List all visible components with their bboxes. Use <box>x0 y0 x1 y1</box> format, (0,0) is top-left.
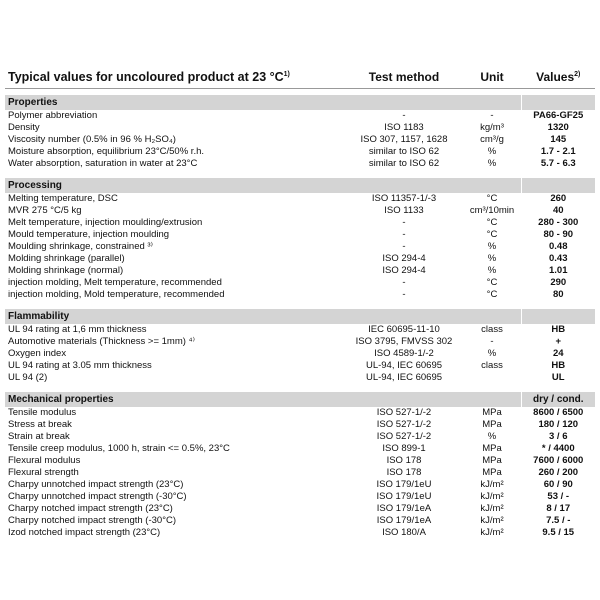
property-name: Mould temperature, injection moulding <box>8 229 170 240</box>
test-method: ISO 1133 <box>345 205 463 217</box>
test-method: ISO 4589-1/-2 <box>345 348 463 360</box>
section-header <box>5 95 595 110</box>
section-spacer <box>5 301 595 309</box>
property-name: Tensile creep modulus, 1000 h, strain <= 0.5%, 23°C <box>8 443 230 454</box>
unit: % <box>463 265 521 277</box>
table-row <box>5 241 595 253</box>
table-row <box>5 217 595 229</box>
property-name: Charpy unnotched impact strength (-30°C) <box>8 491 187 502</box>
value: 80 <box>521 289 595 301</box>
table-row <box>5 348 595 360</box>
test-method: IEC 60695-11-10 <box>345 324 463 336</box>
property-name: Melt temperature, injection moulding/extrusion <box>8 217 203 228</box>
test-method: ISO 11357-1/-3 <box>345 193 463 205</box>
test-method: - <box>345 277 463 289</box>
value: * / 4400 <box>521 443 595 455</box>
section-right-label <box>521 178 595 193</box>
unit: - <box>463 110 521 122</box>
table-row <box>5 122 595 134</box>
unit: °C <box>463 217 521 229</box>
table-row <box>5 527 595 539</box>
section-header <box>5 309 595 324</box>
property-name: UL 94 rating at 3.05 mm thickness <box>8 360 152 371</box>
section-right-label: dry / cond. <box>521 392 595 407</box>
unit: MPa <box>463 407 521 419</box>
test-method: - <box>345 289 463 301</box>
header-unit: Unit <box>463 66 521 89</box>
test-method: ISO 179/1eU <box>345 479 463 491</box>
properties-table <box>5 66 595 539</box>
value: 260 <box>521 193 595 205</box>
value: 7600 / 6000 <box>521 455 595 467</box>
value: 9.5 / 15 <box>521 527 595 539</box>
value: 1320 <box>521 122 595 134</box>
spacer-cell <box>5 301 595 309</box>
spacer-cell <box>5 384 595 392</box>
value: 40 <box>521 205 595 217</box>
value: UL <box>521 372 595 384</box>
unit: kJ/m² <box>463 503 521 515</box>
table-row <box>5 503 595 515</box>
property-name: Melting temperature, DSC <box>8 193 118 204</box>
test-method: - <box>345 110 463 122</box>
value: 260 / 200 <box>521 467 595 479</box>
unit: % <box>463 146 521 158</box>
property-name: Polymer abbreviation <box>8 110 98 121</box>
datasheet <box>5 66 595 539</box>
property-name: Automotive materials (Thickness >= 1mm) ⁴⁾ <box>8 336 195 347</box>
unit: °C <box>463 277 521 289</box>
value: 80 - 90 <box>521 229 595 241</box>
section-right-label <box>521 95 595 110</box>
value: 3 / 6 <box>521 431 595 443</box>
table-row <box>5 372 595 384</box>
section-header <box>5 392 595 407</box>
unit: °C <box>463 289 521 301</box>
unit: kJ/m² <box>463 515 521 527</box>
unit: kJ/m² <box>463 527 521 539</box>
unit: °C <box>463 229 521 241</box>
section-spacer <box>5 384 595 392</box>
test-method: ISO 527-1/-2 <box>345 431 463 443</box>
unit: class <box>463 324 521 336</box>
property-name: Water absorption, saturation in water at 23°C <box>8 158 198 169</box>
table-row <box>5 110 595 122</box>
table-row <box>5 265 595 277</box>
table-row <box>5 443 595 455</box>
value: 145 <box>521 134 595 146</box>
value: HB <box>521 324 595 336</box>
table-header <box>5 66 595 89</box>
test-method: ISO 180/A <box>345 527 463 539</box>
table-row <box>5 455 595 467</box>
test-method: ISO 1183 <box>345 122 463 134</box>
unit: MPa <box>463 443 521 455</box>
property-name: Oxygen index <box>8 348 67 359</box>
value: HB <box>521 360 595 372</box>
test-method: ISO 3795, FMVSS 302 <box>345 336 463 348</box>
test-method: ISO 307, 1157, 1628 <box>345 134 463 146</box>
test-method: ISO 899-1 <box>345 443 463 455</box>
table-row <box>5 134 595 146</box>
test-method: - <box>345 229 463 241</box>
value: 0.43 <box>521 253 595 265</box>
table-row <box>5 431 595 443</box>
property-name: Charpy notched impact strength (-30°C) <box>8 515 177 526</box>
unit: class <box>463 360 521 372</box>
property-name: Flexural modulus <box>8 455 81 466</box>
property-name: injection molding, Mold temperature, recommended <box>8 289 225 300</box>
property-name: UL 94 (2) <box>8 372 48 383</box>
table-row <box>5 253 595 265</box>
test-method: ISO 179/1eA <box>345 503 463 515</box>
table-row <box>5 360 595 372</box>
header-values-footnote: 2) <box>574 71 581 78</box>
test-method: ISO 294-4 <box>345 253 463 265</box>
unit: % <box>463 241 521 253</box>
test-method: - <box>345 217 463 229</box>
property-name: Tensile modulus <box>8 407 77 418</box>
value: 8600 / 6500 <box>521 407 595 419</box>
table-row <box>5 158 595 170</box>
property-name: Izod notched impact strength (23°C) <box>8 527 161 538</box>
property-name: Moulding shrinkage, constrained ³⁾ <box>8 241 153 252</box>
table-row <box>5 193 595 205</box>
header-method: Test method <box>345 66 463 89</box>
unit: % <box>463 348 521 360</box>
test-method: - <box>345 241 463 253</box>
table-row <box>5 229 595 241</box>
unit: kJ/m² <box>463 491 521 503</box>
unit: MPa <box>463 419 521 431</box>
table-row <box>5 467 595 479</box>
unit <box>463 372 521 384</box>
table-row <box>5 419 595 431</box>
table-row <box>5 146 595 158</box>
unit: % <box>463 431 521 443</box>
value: 0.48 <box>521 241 595 253</box>
unit: kJ/m² <box>463 479 521 491</box>
unit: MPa <box>463 455 521 467</box>
value: PA66-GF25 <box>521 110 595 122</box>
unit: - <box>463 336 521 348</box>
table-row <box>5 479 595 491</box>
property-name: Charpy notched impact strength (23°C) <box>8 503 173 514</box>
table-row <box>5 515 595 527</box>
test-method: UL-94, IEC 60695 <box>345 360 463 372</box>
test-method: UL-94, IEC 60695 <box>345 372 463 384</box>
section-header <box>5 178 595 193</box>
value: 1.01 <box>521 265 595 277</box>
test-method: similar to ISO 62 <box>345 146 463 158</box>
section-title: Properties <box>5 95 521 110</box>
unit: °C <box>463 193 521 205</box>
property-name: Charpy unnotched impact strength (23°C) <box>8 479 184 490</box>
test-method: ISO 527-1/-2 <box>345 407 463 419</box>
property-name: Strain at break <box>8 431 70 442</box>
header-title-footnote: 1) <box>283 70 290 78</box>
test-method: ISO 178 <box>345 455 463 467</box>
property-name: injection molding, Melt temperature, recommended <box>8 277 222 288</box>
property-name: UL 94 rating at 1,6 mm thickness <box>8 324 147 335</box>
spacer-cell <box>5 170 595 178</box>
property-name: Stress at break <box>8 419 72 430</box>
section-title: Processing <box>5 178 521 193</box>
unit: % <box>463 158 521 170</box>
table-row <box>5 289 595 301</box>
table-row <box>5 205 595 217</box>
value: 53 / - <box>521 491 595 503</box>
unit: % <box>463 253 521 265</box>
value: 180 / 120 <box>521 419 595 431</box>
value: 1.7 - 2.1 <box>521 146 595 158</box>
table-row <box>5 324 595 336</box>
property-name: Viscosity number (0.5% in 96 % H₂SO₄) <box>8 134 176 145</box>
table-row <box>5 407 595 419</box>
value: 24 <box>521 348 595 360</box>
property-name: Molding shrinkage (normal) <box>8 265 124 276</box>
test-method: similar to ISO 62 <box>345 158 463 170</box>
test-method: ISO 527-1/-2 <box>345 419 463 431</box>
value: + <box>521 336 595 348</box>
unit: cm³/10min <box>463 205 521 217</box>
section-title: Flammability <box>5 309 521 324</box>
unit: MPa <box>463 467 521 479</box>
property-name: Moisture absorption, equilibrium 23°C/50% r.h. <box>8 146 205 157</box>
value: 7.5 / - <box>521 515 595 527</box>
test-method: ISO 179/1eU <box>345 491 463 503</box>
test-method: ISO 294-4 <box>345 265 463 277</box>
property-name: Density <box>8 122 40 133</box>
unit: kg/m³ <box>463 122 521 134</box>
table-row <box>5 277 595 289</box>
property-name: Flexural strength <box>8 467 79 478</box>
header-values: Values$^{2)}$ <box>521 66 595 89</box>
table-row <box>5 336 595 348</box>
test-method: ISO 179/1eA <box>345 515 463 527</box>
value: 8 / 17 <box>521 503 595 515</box>
table-row <box>5 491 595 503</box>
unit: cm³/g <box>463 134 521 146</box>
section-title: Mechanical properties <box>5 392 521 407</box>
test-method: ISO 178 <box>345 467 463 479</box>
section-spacer <box>5 170 595 178</box>
value: 280 - 300 <box>521 217 595 229</box>
value: 60 / 90 <box>521 479 595 491</box>
property-name: MVR 275 °C/5 kg <box>8 205 82 216</box>
value: 5.7 - 6.3 <box>521 158 595 170</box>
value: 290 <box>521 277 595 289</box>
property-name: Molding shrinkage (parallel) <box>8 253 125 264</box>
header-title: Typical values for uncoloured product at 23 $^\circ C^{1)}$ <box>5 66 345 89</box>
table-body <box>5 89 595 540</box>
section-right-label <box>521 309 595 324</box>
